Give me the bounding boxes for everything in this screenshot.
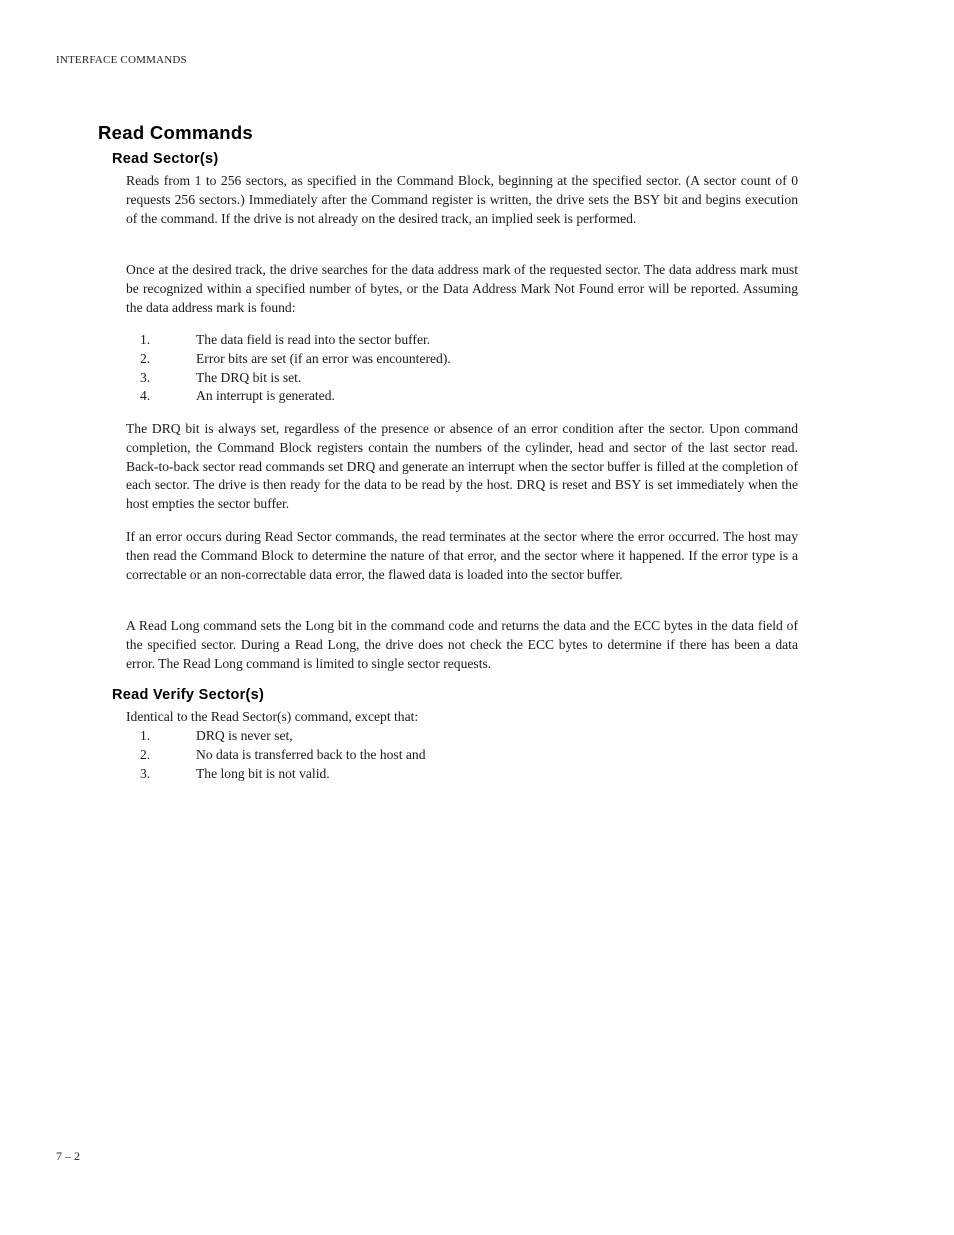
paragraph-read-verify-intro <box>126 708 798 727</box>
list-item <box>126 387 798 406</box>
list-item-number: 2. <box>140 746 151 762</box>
list-item-text: The long bit is not valid. <box>196 765 330 781</box>
list-item-number: 1. <box>140 728 151 743</box>
paragraph-text: The DRQ bit is always set, regardless of the presence or absence of an error condition after the sector. Upon command completion, the Command Block registers contain the numbers of the cylinder, head and sector of the last sector read. Back-to-back sector read commands set DRQ and generate an interrupt when the sector buffer is filled at the completion of each sector. The drive is then ready for the data to be read by the host. DRQ is reset and BSY is set immediately when the host empties the sector buffer. <box>126 421 798 512</box>
list-item-number: 3. <box>140 369 151 385</box>
list-item <box>126 369 798 388</box>
list-item-text: Error bits are set (if an error was encountered). <box>196 350 451 366</box>
paragraph-drq-bit <box>126 420 798 514</box>
paragraph-text: Reads from 1 to 256 sectors, as specified in the Command Block, beginning at the specified sector. (A sector count of 0 requests 256 sectors.) Immediately after the Command register is written, the drive sets the BSY bit and begins execution of the command. If the drive is not already on the desired track, an implied seek is performed. <box>126 173 798 226</box>
paragraph-text: Once at the desired track, the drive searches for the data address mark of the requested sector. The data address mark must be recognized within a specified number of bytes, or the Data Address Mark Not Found error will be reported. Assuming the data address mark is found: <box>126 262 798 315</box>
running-header: INTERFACE COMMANDS <box>56 54 187 66</box>
list-item-number: 3. <box>140 765 151 781</box>
paragraph-read-sector-intro <box>126 172 798 228</box>
paragraph-data-address-mark <box>126 261 798 317</box>
list-item-text: No data is transferred back to the host and <box>196 746 426 762</box>
list-item-text: The data field is read into the sector buffer. <box>196 332 431 347</box>
list-item <box>126 746 798 765</box>
list-item <box>126 350 798 369</box>
section-title: Read Commands <box>98 122 254 143</box>
read-verify-steps-list <box>126 727 798 783</box>
list-item-text: An interrupt is generated. <box>196 388 335 404</box>
paragraph-text: Identical to the Read Sector(s) command, except that: <box>126 709 419 724</box>
list-item-number: 2. <box>140 350 151 366</box>
read-sector-steps-list <box>126 331 798 406</box>
list-item <box>126 727 798 746</box>
list-item-text: The DRQ bit is set. <box>196 369 302 385</box>
list-item-number: 4. <box>140 388 151 404</box>
paragraph-text: A Read Long command sets the Long bit in the command code and returns the data and the ECC bytes in the data field of the specified sector. During a Read Long, the drive does not check the ECC bytes to determine if there has been a data error. The Read Long command is limited to single sector requests. <box>126 618 798 671</box>
subsection-title-read-sector: Read Sector(s) <box>112 151 219 167</box>
subsection-title-read-verify: Read Verify Sector(s) <box>112 687 265 703</box>
list-item-number: 1. <box>140 332 151 347</box>
list-item <box>126 331 798 350</box>
paragraph-read-long <box>126 617 798 673</box>
list-item-text: DRQ is never set, <box>196 728 293 743</box>
paragraph-error-handling <box>126 528 798 584</box>
page-number: 7 – 2 <box>56 1149 80 1163</box>
paragraph-text: If an error occurs during Read Sector commands, the read terminates at the sector where the error occurred. The host may then read the Command Block to determine the nature of that error, and the sector where it happened. If the error type is a correctable or an non-correctable data error, the flawed data is loaded into the sector buffer. <box>126 529 798 582</box>
list-item <box>126 765 798 784</box>
